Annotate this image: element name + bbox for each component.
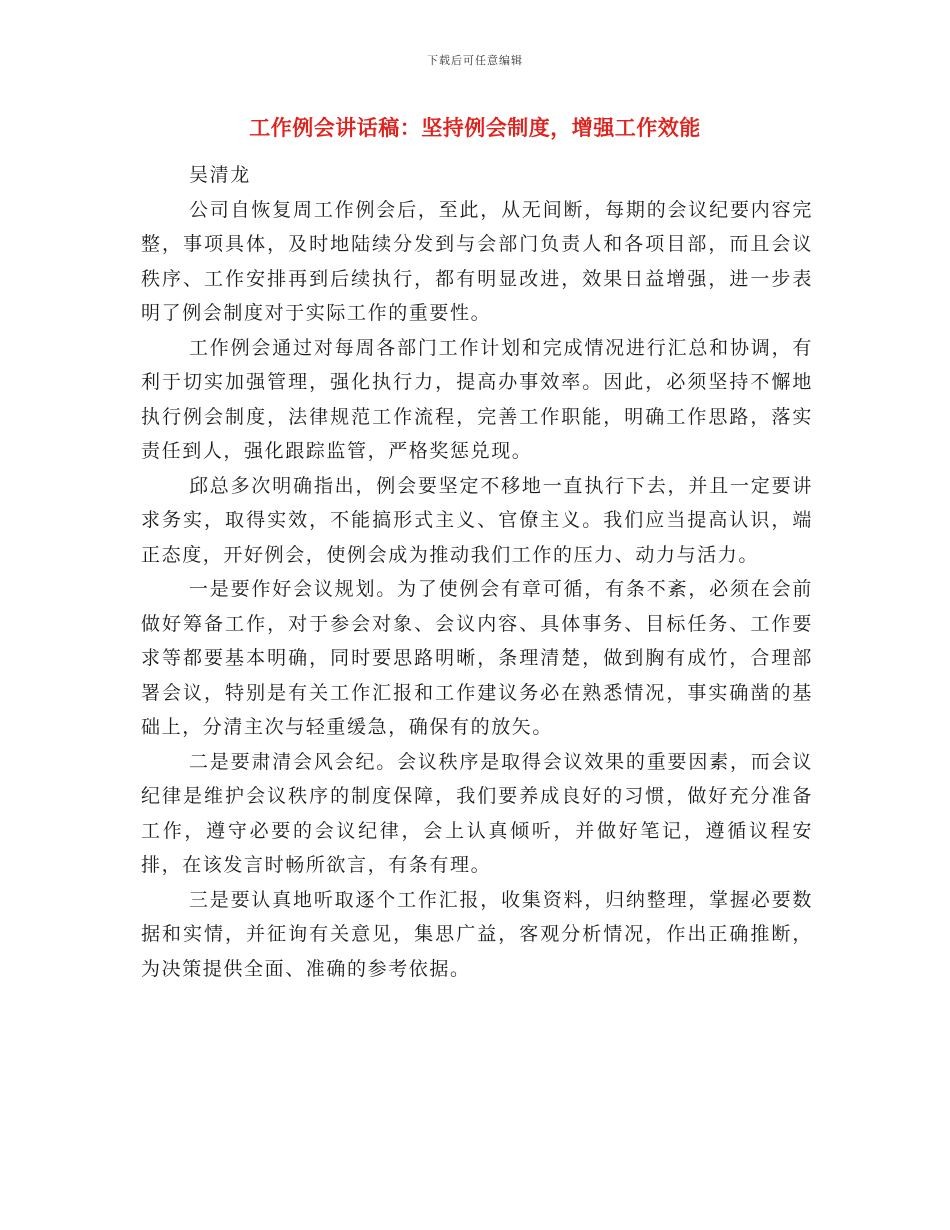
paragraph: 工作例会通过对每周各部门工作计划和完成情况进行汇总和协调，有利于切实加强管理，强化执行力，提高办事效率。因此，必须坚持不懈地执行例会制度，法律规范工作流程，完善工作职能，明确工作思路，落实责任到人，强化跟踪监管，严格奖惩兑现。 [141,336,813,462]
paragraph: 二是要肃清会风会纪。会议秩序是取得会议效果的重要因素，而会议纪律是维护会议秩序的制度保障，我们要养成良好的习惯，做好充分准备工作，遵守必要的会议纪律，会上认真倾听，并做好笔记，遵循议程安排，在该发言时畅所欲言，有条有理。 [141,750,813,876]
header-note: 下载后可任意编辑 [427,54,523,67]
document-title: 工作例会讲话稿：坚持例会制度，增强工作效能 [249,115,701,140]
paragraph: 三是要认真地听取逐个工作汇报，收集资料，归纳整理，掌握必要数据和实情，并征询有关意见，集思广益，客观分析情况，作出正确推断，为决策提供全面、准确的参考依据。 [141,888,813,980]
paragraph: 邱总多次明确指出，例会要坚定不移地一直执行下去，并且一定要讲求务实，取得实效，不能搞形式主义、官僚主义。我们应当提高认识，端正态度，开好例会，使例会成为推动我们工作的压力、动力与活力。 [141,474,813,566]
paragraph: 一是要作好会议规划。为了使例会有章可循，有条不紊，必须在会前做好筹备工作，对于参会对象、会议内容、具体事务、目标任务、工作要求等都要基本明确，同时要思路明晰，条理清楚，做到胸有成竹，合理部署会议，特别是有关工作汇报和工作建议务必在熟悉情况，事实确凿的基础上，分清主次与轻重缓急，确保有的放矢。 [141,578,813,738]
paragraph: 公司自恢复周工作例会后，至此，从无间断，每期的会议纪要内容完整，事项具体，及时地陆续分发到与会部门负责人和各项目部，而且会议秩序、工作安排再到后续执行，都有明显改进，效果日益增强，进一步表明了例会制度对于实际工作的重要性。 [141,198,813,324]
author-name: 吴清龙 [189,164,251,186]
document-body [141,158,813,986]
